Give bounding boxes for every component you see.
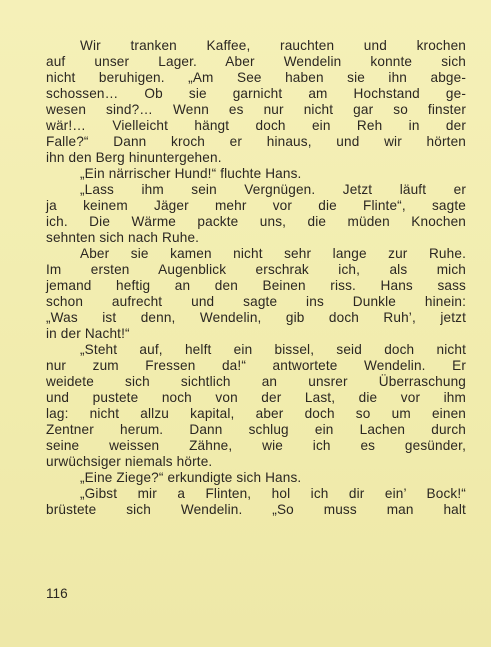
- text-line: „Steht auf, helft ein bissel, seid doch nicht: [80, 342, 466, 357]
- text-line: ich. Die Wärme packte uns, die müden Knochen: [46, 214, 466, 229]
- text-line: brüstete sich Wendelin. „So muss man halt: [46, 502, 466, 517]
- text-line: „Lass ihm sein Vergnügen. Jetzt läuft er: [80, 182, 466, 197]
- text-line: lag: nicht allzu kapital, aber doch so um einen: [46, 406, 466, 421]
- text-line: wär!… Vielleicht hängt doch ein Reh in der: [46, 118, 466, 133]
- text-line: Wir tranken Kaffee, rauchten und krochen: [80, 38, 466, 53]
- text-line: ja keinem Jäger mehr vor die Flinte“, sagte: [46, 198, 466, 213]
- text-line: „Eine Ziege?“ erkundigte sich Hans.: [80, 470, 302, 485]
- text-line: nur zum Fressen da!“ antwortete Wendelin. Er: [46, 358, 466, 373]
- text-line: in der Nacht!“: [46, 326, 130, 341]
- text-line: ihn den Berg hinuntergehen.: [46, 150, 222, 165]
- text-line: Aber sie kamen nicht sehr lange zur Ruhe.: [80, 246, 466, 261]
- text-line: schossen… Ob sie garnicht am Hochstand ge-: [46, 86, 466, 101]
- body-text: [46, 38, 466, 518]
- text-line: seine weissen Zähne, wie ich es gesünder,: [46, 438, 466, 453]
- text-line: nicht beruhigen. „Am See haben sie ihn abge-: [46, 70, 466, 85]
- text-line: urwüchsiger niemals hörte.: [46, 454, 213, 469]
- text-line: wesen sind?… Wenn es nur nicht gar so finster: [46, 102, 466, 117]
- text-line: sehnten sich nach Ruhe.: [46, 230, 200, 245]
- text-line: Im ersten Augenblick erschrak ich, als mich: [46, 262, 466, 277]
- text-line: schon aufrecht und sagte ins Dunkle hinein:: [46, 294, 466, 309]
- text-line: „Gibst mir a Flinten, hol ich dir ein’ Bock!“: [80, 486, 466, 501]
- text-line: auf unser Lager. Aber Wendelin konnte sich: [46, 54, 466, 69]
- text-line: „Was ist denn, Wendelin, gib doch Ruh’, jetzt: [46, 310, 466, 325]
- text-line: Falle?“ Dann kroch er hinaus, und wir hörten: [46, 134, 466, 149]
- text-line: „Ein närrischer Hund!“ fluchte Hans.: [80, 166, 302, 181]
- text-line: jemand heftig an den Beinen riss. Hans sass: [46, 278, 466, 293]
- page-number: 116: [46, 586, 68, 601]
- text-line: weidete sich sichtlich an unsrer Überraschung: [46, 374, 466, 389]
- text-line: und pustete noch von der Last, die vor ihm: [46, 390, 466, 405]
- text-line: Zentner herum. Dann schlug ein Lachen durch: [46, 422, 466, 437]
